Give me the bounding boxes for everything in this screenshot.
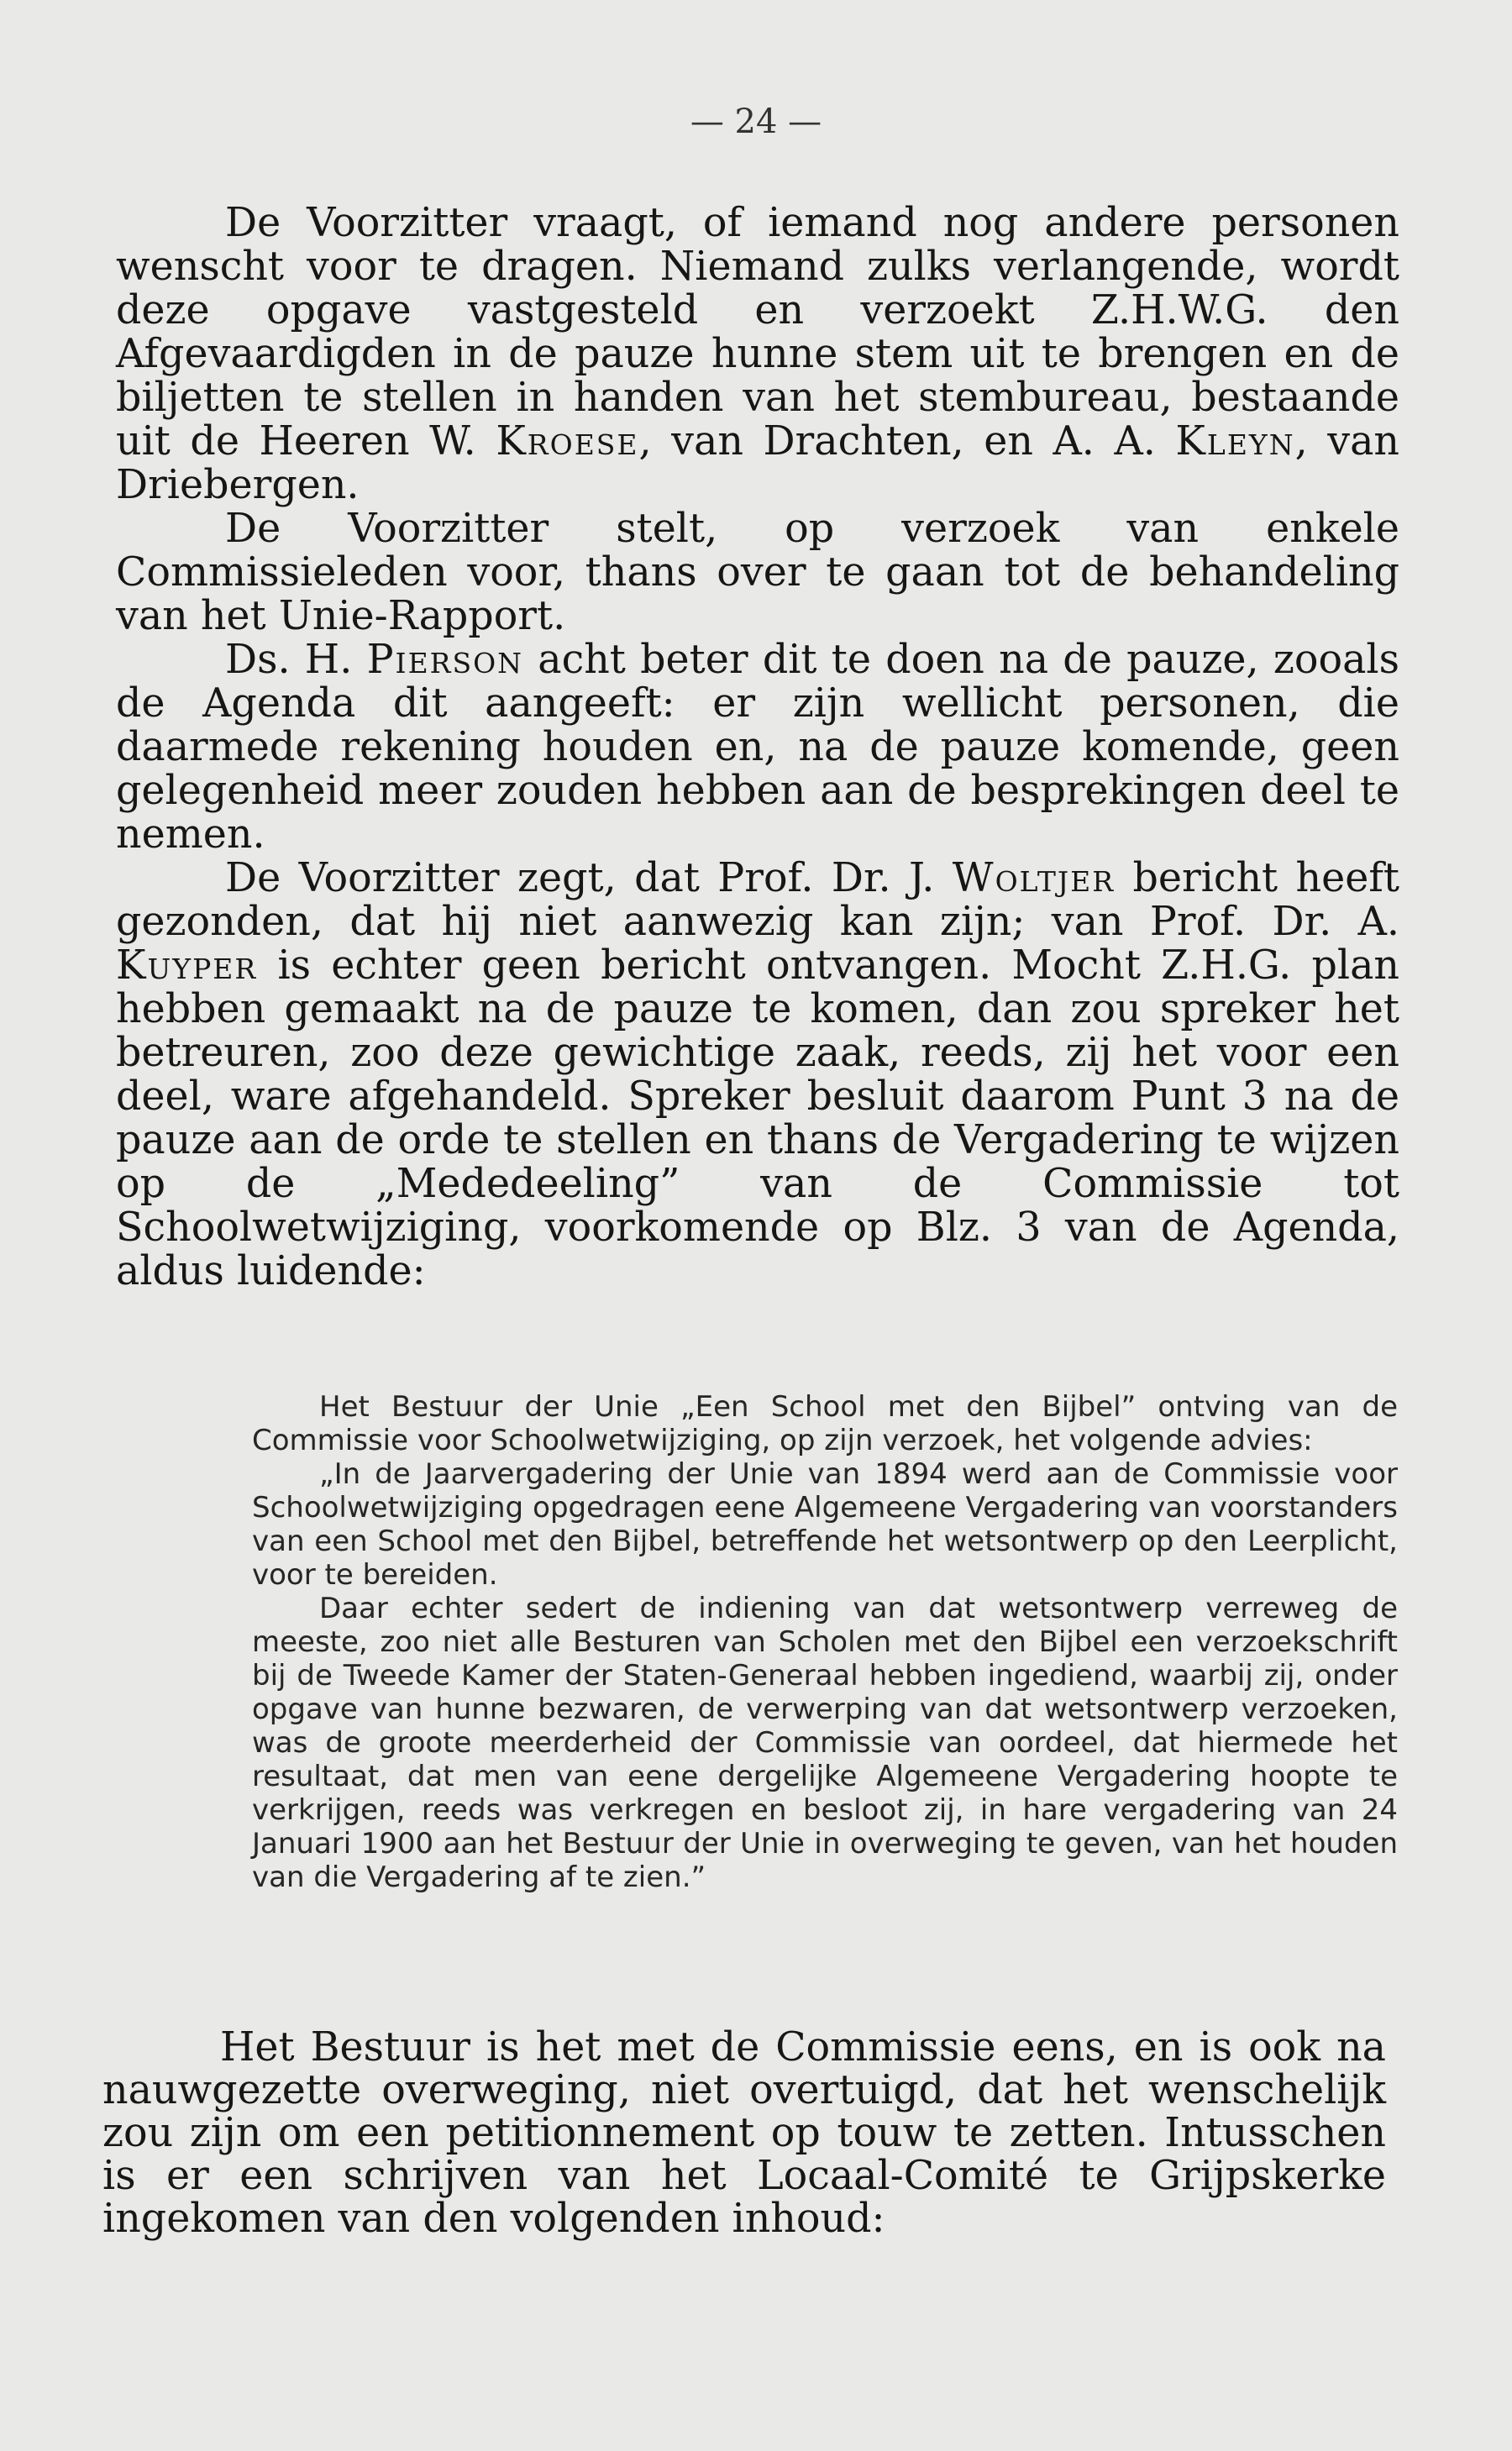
name-kuyper: Kuyper bbox=[116, 942, 258, 989]
closing-text bbox=[102, 2026, 1386, 2240]
paragraph-bestuur: Het Bestuur is het met de Commissie eens, en is ook na nauwgezette overweging, niet overtuigd, dat het wenschelijk zou zijn om een petitionnement op touw te zetten. Intusschen is er een schrijven van het Locaal-Comité te Grijpskerke ingekomen van den volgenden inhoud: bbox=[102, 2024, 1386, 2242]
quote-verzoekschrift: Daar echter sedert de indiening van dat wetsontwerp verreweg de meeste, zoo niet alle Besturen van Scholen met den Bijbel een verzoekschrift bij de Tweede Kamer der Staten-Generaal hebben ingediend, waarbij zij, onder opgave van hunne bezwaren, de verwerping van dat wetsontwerp verzoeken, was de groote meerderheid der Commissie van oordeel, dat hiermede het resultaat, dat men van eene dergelijke Algemeene Vergadering hoopte te verkrijgen, reeds was verkregen en besloot zij, in hare vergadering van 24 Januari 1900 aan het Bestuur der Unie in overweging te geven, van het houden van die Vergadering af te zien.” bbox=[252, 1592, 1398, 1894]
paragraph-unie-rapport: De Voorzitter stelt, op verzoek van enkele Commissieleden voor, thans over te gaan tot de behandeling van het Unie-Rapport. bbox=[116, 506, 1399, 639]
paragraph-pierson: Ds. H. Pierson acht beter dit te doen na de pauze, zooals de Agenda dit aangeeft: er zijn wellicht personen, die daarmede rekening houden en, na de pauze komende, geen gelegenheid meer zouden hebben aan de besprekingen deel te nemen. bbox=[116, 637, 1399, 858]
name-kleyn: Kleyn bbox=[1175, 418, 1295, 464]
name-kroese: Kroese bbox=[496, 418, 639, 464]
name-woltjer: Woltjer bbox=[952, 855, 1116, 901]
name-pierson: Pierson bbox=[366, 637, 524, 683]
quote-intro: Het Bestuur der Unie „Een School met den Bijbel” ontving van de Commissie voor Schoolwetwijziging, op zijn verzoek, het volgende advies: bbox=[252, 1390, 1398, 1457]
page-number: — 24 — bbox=[690, 102, 822, 141]
paragraph-woltjer-kuyper: De Voorzitter zegt, dat Prof. Dr. J. Woltjer bericht heeft gezonden, dat hij niet aanwezig kan zijn; van Prof. Dr. A. Kuyper is echter geen bericht ontvangen. Mocht Z.H.G. plan hebben gemaakt na de pauze te komen, dan zou spreker het betreuren, zoo deze gewichtige zaak, reeds, zij het voor een deel, ware afgehandeld. Spreker besluit daarom Punt 3 na de pauze aan de orde te stellen en thans de Vergadering te wijzen op de „Mededeeling” van de Commissie tot Schoolwetwijziging, voorkomende op Blz. 3 van de Agenda, aldus luidende: bbox=[116, 855, 1399, 1294]
main-text bbox=[116, 202, 1399, 1294]
quote-jaarvergadering: „In de Jaarvergadering der Unie van 1894 werd aan de Commissie voor Schoolwetwijziging opgedragen eene Algemeene Vergadering van voorstanders van een School met den Bijbel, betreffende het wetsontwerp op den Leerplicht, voor te bereiden. bbox=[252, 1457, 1398, 1592]
quoted-advice bbox=[252, 1390, 1398, 1894]
paragraph-stembureau: De Voorzitter vraagt, of iemand nog andere personen wenscht voor te dragen. Niemand zulks verlangende, wordt deze opgave vastgesteld en verzoekt Z.H.W.G. den Afgevaardigden in de pauze hunne stem uit te brengen en de biljetten te stellen in handen van het stembureau, bestaande uit de Heeren W. Kroese, van Drachten, en A. A. Kleyn, van Driebergen. bbox=[116, 200, 1399, 508]
